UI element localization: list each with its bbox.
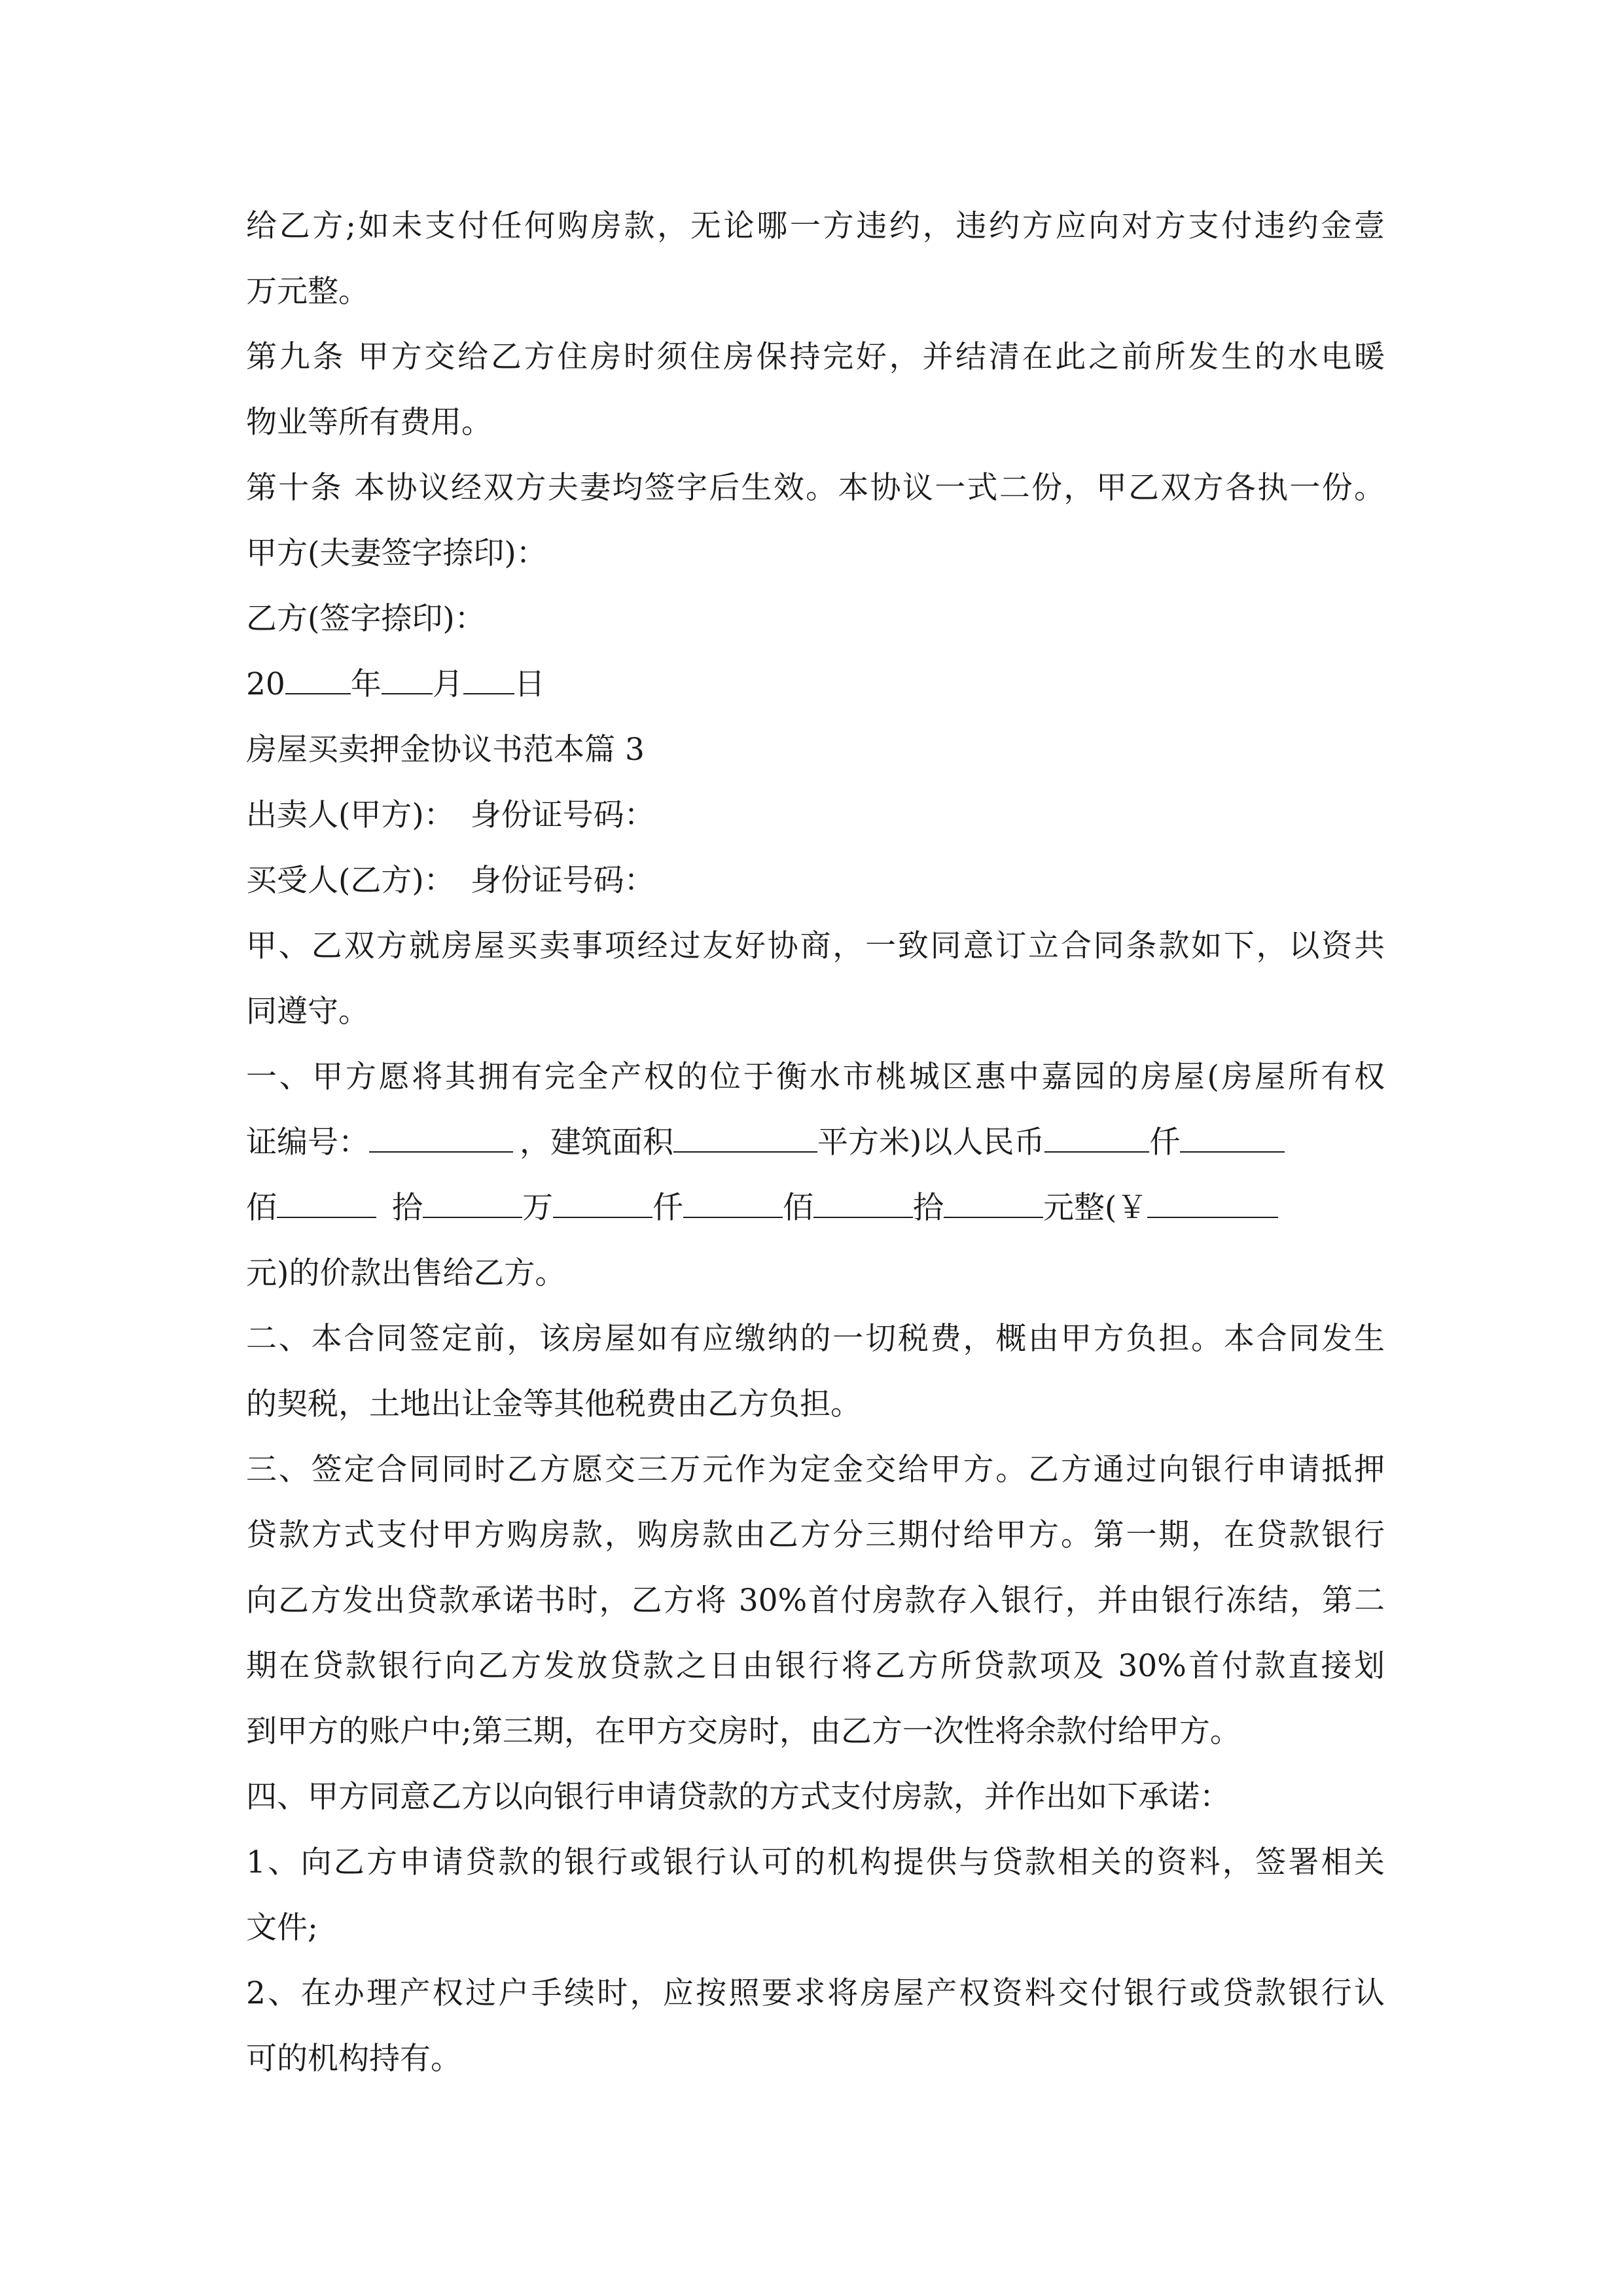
amount-blank [944, 1191, 1043, 1218]
text-line: 贷款方式支付甲方购房款，购房款由乙方分三期付给甲方。第一期，在贷款银行 [246, 1517, 1385, 1553]
text-line: 同遵守。 [246, 994, 369, 1030]
date-day-label: 日 [514, 666, 545, 702]
buyer-line [246, 850, 1385, 912]
price-line [246, 1177, 1385, 1240]
section-title: 房屋买卖押金协议书范本篇 3 [246, 732, 645, 768]
amount-blank [277, 1191, 376, 1218]
yuan-label: 元整(￥ [1043, 1190, 1148, 1226]
text-line: 文件; [246, 1910, 318, 1946]
text-line: 可的机构持有。 [246, 2041, 461, 2077]
buyer-label: 买受人(乙方)： [246, 863, 455, 899]
day-blank [463, 667, 514, 694]
currency-label: 平方米)以人民币 [817, 1124, 1045, 1160]
seller-line [246, 784, 1385, 847]
seller-id-label: 身份证号码： [470, 797, 655, 833]
sub-clause-1-line: 1、向乙方申请贷款的银行或银行认可的机构提供与贷款相关的资料，签署相关 [246, 1844, 1385, 1880]
unit-label: 仟 [1149, 1124, 1181, 1160]
unit-label: 拾 [392, 1190, 423, 1226]
unit-label: 万 [522, 1190, 553, 1226]
certificate-area-line [246, 1111, 1385, 1174]
unit-label: 佰 [246, 1190, 277, 1226]
area-label: ，建筑面积 [520, 1124, 673, 1160]
date-line [246, 653, 1385, 716]
party-a-signature-line: 甲方(夫妻签字捺印)： [246, 535, 547, 571]
text-line: 元)的价款出售给乙方。 [246, 1255, 566, 1291]
text-line: 甲、乙双方就房屋买卖事项经过友好协商，一致同意订立合同条款如下，以资共 [246, 928, 1385, 964]
date-prefix: 20 [246, 666, 285, 702]
unit-label: 拾 [913, 1190, 944, 1226]
article-9-line: 第九条 甲方交给乙方住房时须住房保持完好，并结清在此之前所发生的水电暖 [246, 339, 1385, 375]
amount-blank [1180, 1125, 1285, 1153]
clause-1-line: 一、甲方愿将其拥有完全产权的位于衡水市桃城区惠中嘉园的房屋(房屋所有权 [246, 1059, 1385, 1095]
article-10-line: 第十条 本协议经双方夫妻均签字后生效。本协议一式二份，甲乙双方各执一份。 [246, 470, 1385, 506]
text-line: 万元整。 [246, 274, 369, 310]
unit-label: 仟 [652, 1190, 683, 1226]
text-line: 的契税，土地出让金等其他税费由乙方负担。 [246, 1386, 861, 1422]
buyer-id-label: 身份证号码： [470, 863, 655, 899]
party-b-signature-line: 乙方(签字捺印)： [246, 601, 486, 637]
yen-amount-blank [1147, 1191, 1278, 1218]
clause-2-line: 二、本合同签定前，该房屋如有应缴纳的一切税费，概由甲方负担。本合同发生 [246, 1321, 1385, 1357]
unit-label: 佰 [783, 1190, 813, 1226]
amount-blank [813, 1191, 913, 1218]
sub-clause-2-line: 2、在办理产权过户手续时，应按照要求将房屋产权资料交付银行或贷款银行认 [246, 1975, 1385, 2011]
text-line: 物业等所有费用。 [246, 404, 492, 440]
certificate-number-blank [369, 1125, 513, 1153]
clause-4-line: 四、甲方同意乙方以向银行申请贷款的方式支付房款，并作出如下承诺： [246, 1779, 1230, 1815]
text-line: 到甲方的账户中;第三期，在甲方交房时，由乙方一次性将余款付给甲方。 [246, 1713, 1241, 1749]
seller-label: 出卖人(甲方)： [246, 797, 455, 833]
clause-3-line: 三、签定合同同时乙方愿交三万元作为定金交给甲方。乙方通过向银行申请抵押 [246, 1452, 1385, 1488]
date-year-label: 年 [350, 666, 382, 702]
text-line: 给乙方;如未支付任何购房款，无论哪一方违约，违约方应向对方支付违约金壹 [246, 208, 1385, 244]
text-line: 期在贷款银行向乙方发放贷款之日由银行将乙方所贷款项及 30%首付款直接划 [246, 1648, 1385, 1684]
date-month-label: 月 [432, 666, 463, 702]
cert-label: 证编号： [246, 1124, 369, 1160]
area-blank [673, 1125, 817, 1153]
amount-blank [1044, 1125, 1149, 1153]
year-blank [285, 667, 351, 694]
amount-blank [423, 1191, 522, 1218]
month-blank [382, 667, 433, 694]
amount-blank [553, 1191, 652, 1218]
text-line: 向乙方发出贷款承诺书时，乙方将 30%首付房款存入银行，并由银行冻结，第二 [246, 1583, 1385, 1619]
amount-blank [683, 1191, 783, 1218]
